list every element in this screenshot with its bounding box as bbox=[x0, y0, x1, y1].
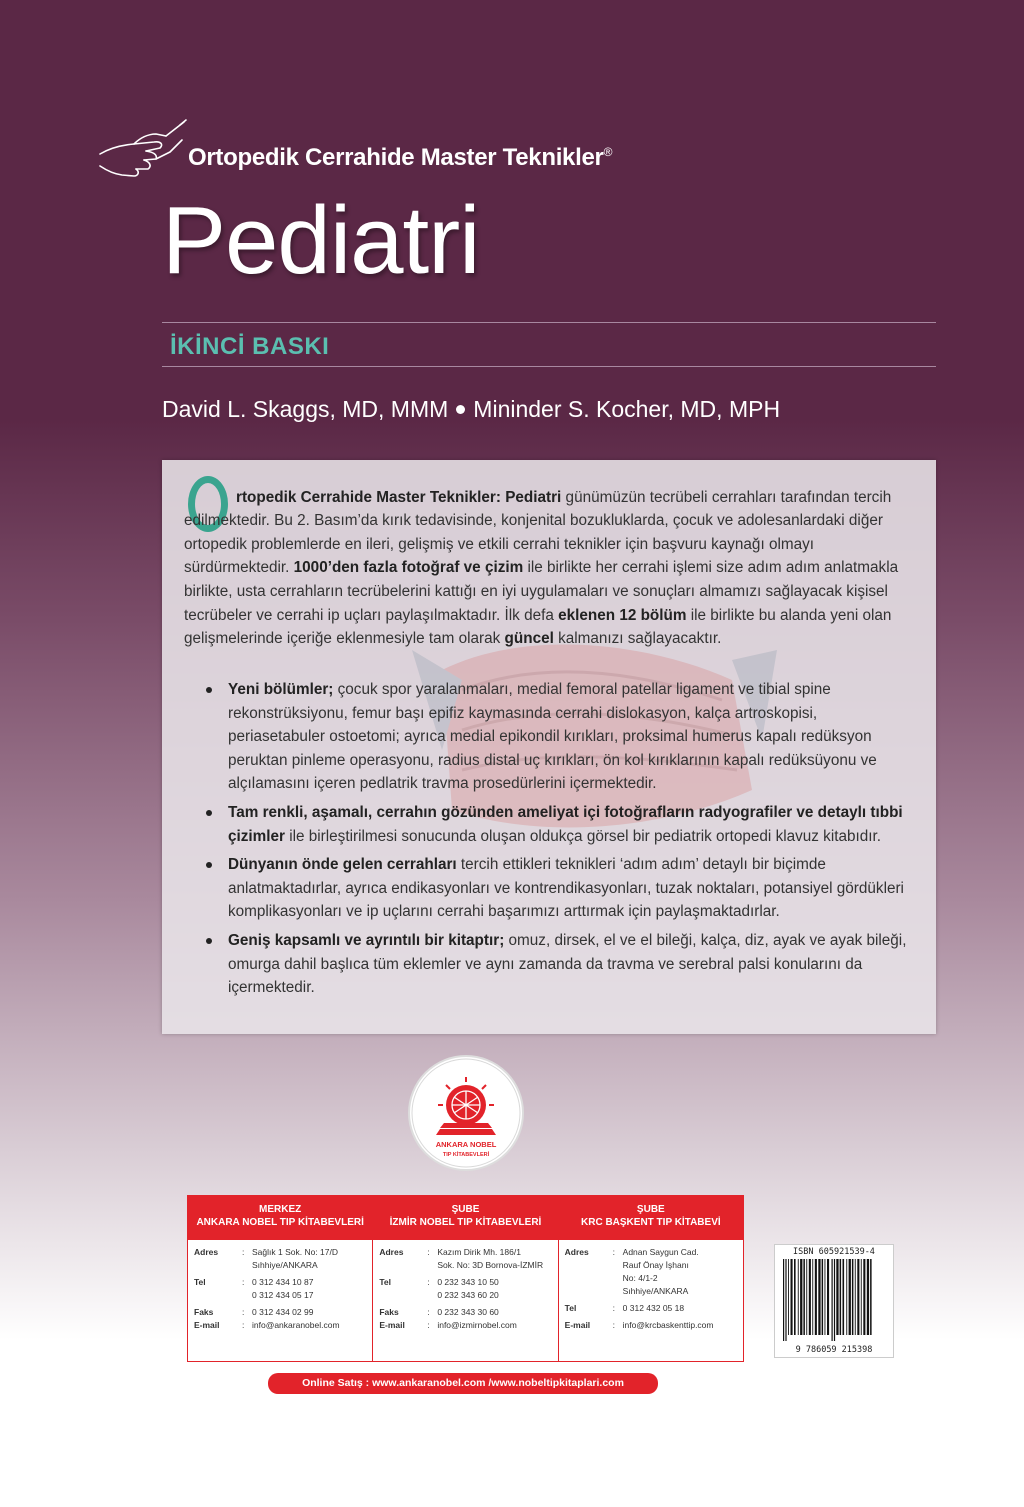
barcode-bar bbox=[846, 1259, 847, 1335]
barcode-bar bbox=[783, 1259, 784, 1341]
barcode-bar bbox=[798, 1259, 799, 1335]
contact-label: Faks bbox=[379, 1307, 399, 1317]
branch-type: ŞUBE bbox=[451, 1204, 480, 1215]
contact-label: Adres bbox=[379, 1247, 404, 1257]
contact-line: Kazım Dirik Mh. 186/1 bbox=[437, 1247, 521, 1257]
list-item-run: ile birleştirilmesi sonucunda oluşan oldukça görsel bir pediatrik ortopedi klavuz kitabıdır. bbox=[284, 827, 882, 845]
barcode-bar bbox=[857, 1259, 859, 1335]
contact-value[interactable] bbox=[623, 1319, 737, 1332]
list-item bbox=[206, 929, 916, 1000]
list-item-run: Dünyanın önde gelen cerrahları bbox=[228, 856, 457, 874]
barcode-bar bbox=[855, 1259, 856, 1335]
contact-value[interactable] bbox=[437, 1319, 551, 1332]
contact-line: 0 312 434 10 87 bbox=[252, 1277, 314, 1287]
list-item-run: omuz, dirsek, el ve el bileği, kalça, diz, ayak ve ayak bileği, omurga dahil başlıca tüm eklemler ve aynı zamanda da travma ve serebral palsi konularını da içermektedir. bbox=[228, 931, 907, 997]
branch-type: ŞUBE bbox=[636, 1204, 665, 1215]
intro-run: güncel bbox=[504, 630, 554, 648]
contact-line: info@krcbaskenttip.com bbox=[622, 1320, 714, 1330]
intro-run: rtopedik Cerrahide Master Teknikler: Pediatri bbox=[236, 488, 562, 506]
book-title: Pediatri bbox=[162, 187, 480, 294]
contact-value bbox=[623, 1246, 737, 1298]
contact-row bbox=[194, 1306, 366, 1319]
contact-row bbox=[194, 1276, 366, 1302]
online-sales-banner[interactable]: Online Satış : www.ankaranobel.com /www.nobeltipkitaplari.com bbox=[268, 1373, 658, 1394]
branch-body bbox=[188, 1240, 372, 1338]
contact-line: 0 232 343 30 60 bbox=[437, 1307, 499, 1317]
barcode-bar bbox=[803, 1259, 805, 1335]
branch-name: KRC BAŞKENT TIP KİTABEVİ bbox=[581, 1217, 721, 1228]
branch-body bbox=[559, 1240, 743, 1338]
list-item-run: Yeni bölümler; bbox=[228, 681, 334, 698]
barcode-bar bbox=[834, 1259, 835, 1341]
feature-list bbox=[206, 678, 916, 1005]
barcode-bar bbox=[870, 1259, 872, 1335]
contact-colon: : bbox=[242, 1277, 245, 1287]
barcode-bar bbox=[788, 1259, 789, 1335]
barcode-bar bbox=[794, 1259, 796, 1335]
barcode-bar bbox=[863, 1259, 865, 1335]
contact-label: Adres bbox=[194, 1247, 219, 1257]
contact-line: Rauf Önay İşhanı bbox=[622, 1260, 689, 1270]
branch-header bbox=[188, 1196, 372, 1240]
branch-name: ANKARA NOBEL TIP KİTABEVLERİ bbox=[196, 1217, 364, 1228]
series-title: Ortopedik Cerrahide Master Teknikler® bbox=[188, 144, 613, 171]
contact-colon: : bbox=[612, 1320, 616, 1330]
barcode-bar bbox=[800, 1259, 802, 1335]
contact-colon: : bbox=[612, 1303, 616, 1313]
branch-header bbox=[559, 1196, 743, 1240]
contact-colon: : bbox=[427, 1320, 430, 1330]
list-item-run: tercih ettikleri teknikleri ‘adım adım’ detaylı bir biçimde anlatmaktadırlar, ayrıca endikasyonları ve kontrendikasyonları, tuzak noktaları, potansiyel gördükleri komplikasyonları ve ip uçlarını cerrahi başarımızı arttırmak için paylaşmaktadırlar. bbox=[228, 856, 904, 921]
barcode-bar bbox=[827, 1259, 829, 1335]
contact-value[interactable] bbox=[252, 1319, 366, 1332]
contact-value bbox=[623, 1302, 737, 1315]
contact-row bbox=[194, 1246, 366, 1272]
registered-mark: ® bbox=[603, 145, 613, 159]
contact-colon: : bbox=[242, 1307, 245, 1317]
contact-value bbox=[252, 1276, 366, 1302]
contact-line: 0 312 434 05 17 bbox=[252, 1290, 314, 1300]
intro-run: ile birlikte her cerrahi işlemi size adım adım anlatmakla birlikte, usta cerrahların tecrübelerini kattığı en iyi uygulamaları ve sonuçları almamızı sağlayacak kişisel tecrübeler ve cerrahi ip uçları paylaşılmaktadır. İlk defa bbox=[184, 559, 899, 624]
contact-line: Sıhhiye/ANKARA bbox=[252, 1260, 318, 1270]
contact-label: Tel bbox=[194, 1277, 206, 1287]
top-rule bbox=[162, 322, 936, 323]
barcode-bars-icon bbox=[783, 1259, 887, 1341]
contact-row bbox=[379, 1319, 551, 1332]
intro-run: 1000’den fazla fotoğraf ve çizim bbox=[293, 559, 524, 577]
contact-value bbox=[252, 1246, 366, 1272]
contact-row bbox=[379, 1246, 551, 1272]
contact-row bbox=[565, 1319, 737, 1332]
barcode-bar bbox=[812, 1259, 813, 1335]
contact-label: Tel bbox=[564, 1303, 577, 1313]
contact-line: Adnan Saygun Cad. bbox=[622, 1247, 699, 1257]
barcode-bar bbox=[809, 1259, 811, 1335]
branch-name: İZMİR NOBEL TIP KİTABEVLERİ bbox=[389, 1217, 542, 1228]
branch-body bbox=[373, 1240, 557, 1338]
contact-colon: : bbox=[612, 1247, 616, 1257]
list-item bbox=[206, 678, 916, 796]
barcode-bar bbox=[832, 1259, 833, 1341]
branch-header bbox=[373, 1196, 557, 1240]
list-item-run: çocuk spor yaralanmaları, medial femoral patellar ligament ve tibial spine rekonstrüksiyonu, femur başı epifiz kaymasında cerrahi dislokasyon, kalça artroskopisi, periasetabuler ostoetomi; ayrıca medial epikondil kırıkları, proksimal humerus kapalı redüksyon peruktan pinleme operasyonu, radius distal uç kırıkları, ön kol kırıklarının kapalı redüksüyonu ve alçılamasını içeren pedlatrik travma prosedürlerini içermektedir. bbox=[228, 681, 877, 793]
bullet-separator bbox=[456, 405, 465, 414]
contact-value bbox=[437, 1276, 551, 1302]
book-sun-logo-icon bbox=[410, 1057, 522, 1169]
barcode-bar bbox=[861, 1259, 862, 1335]
barcode-bar bbox=[836, 1259, 838, 1335]
barcode-bar bbox=[840, 1259, 842, 1335]
contact-colon: : bbox=[427, 1247, 430, 1257]
barcode-bar bbox=[791, 1259, 793, 1335]
bottom-rule bbox=[162, 366, 936, 367]
contact-value bbox=[437, 1246, 551, 1272]
intro-run: eklenen 12 bölüm bbox=[558, 606, 687, 624]
barcode-bar bbox=[843, 1259, 845, 1335]
intro-paragraph bbox=[184, 478, 914, 651]
seal-line1: ANKARA NOBEL bbox=[435, 1140, 497, 1149]
contact-label: E-mail bbox=[379, 1320, 405, 1330]
barcode-bar bbox=[825, 1259, 826, 1335]
list-item bbox=[206, 853, 916, 924]
contact-line: info@izmirnobel.com bbox=[437, 1320, 517, 1330]
barcode-bar bbox=[815, 1259, 817, 1335]
hand-with-scalpel-icon bbox=[96, 118, 188, 190]
contact-value bbox=[437, 1306, 551, 1319]
contact-row bbox=[379, 1276, 551, 1302]
contact-value bbox=[252, 1306, 366, 1319]
branch-type: MERKEZ bbox=[259, 1204, 302, 1215]
contact-line: No: 4/1-2 bbox=[622, 1273, 658, 1283]
barcode-bar bbox=[818, 1259, 820, 1335]
contact-line: 0 232 343 10 50 bbox=[437, 1277, 499, 1287]
contact-row bbox=[379, 1306, 551, 1319]
intro-run: kalmanızı sağlayacaktır. bbox=[553, 630, 722, 648]
contact-row bbox=[565, 1246, 737, 1298]
list-item bbox=[206, 801, 916, 848]
branch-column bbox=[188, 1196, 373, 1361]
list-item-run: Geniş kapsamlı ve ayrıntılı bir kitaptır; bbox=[228, 931, 505, 949]
contact-line: 0 312 432 05 18 bbox=[622, 1303, 685, 1313]
contact-line: 0 232 343 60 20 bbox=[437, 1290, 499, 1300]
contact-label: Faks bbox=[194, 1307, 214, 1317]
contact-colon: : bbox=[242, 1247, 245, 1257]
contact-colon: : bbox=[427, 1277, 430, 1287]
contact-row bbox=[565, 1302, 737, 1315]
barcode bbox=[774, 1244, 894, 1358]
barcode-bar bbox=[806, 1259, 807, 1335]
barcode-number: 9 786059 215398 bbox=[795, 1345, 873, 1355]
contact-label: Adres bbox=[564, 1247, 589, 1257]
edition-label: İKİNCİ BASKI bbox=[170, 333, 330, 360]
isbn-text: ISBN 605921539-4 bbox=[793, 1247, 875, 1257]
description-panel bbox=[162, 460, 936, 1034]
author-skaggs: David L. Skaggs, MD, MMM bbox=[162, 396, 449, 422]
barcode-bar bbox=[785, 1259, 786, 1341]
contact-colon: : bbox=[242, 1320, 245, 1330]
contact-label: E-mail bbox=[564, 1320, 591, 1330]
branch-column bbox=[373, 1196, 558, 1361]
contact-line: Sıhhiye/ANKARA bbox=[622, 1286, 689, 1296]
seal-line2: TIP KİTABEVLERİ bbox=[442, 1152, 490, 1158]
contact-line: Sağlık 1 Sok. No: 17/D bbox=[252, 1247, 338, 1257]
barcode-bar bbox=[852, 1259, 854, 1335]
drop-cap-letter bbox=[184, 478, 236, 502]
barcode-bar bbox=[867, 1259, 869, 1335]
list-item-run: Tam renkli, aşamalı, cerrahın gözünden ameliyat içi fotoğrafların radyografiler ve detaylı tıbbi çizimler bbox=[228, 803, 903, 845]
contact-line: Sok. No: 3D Bornova-İZMİR bbox=[437, 1260, 544, 1270]
contact-line: info@ankaranobel.com bbox=[252, 1320, 340, 1330]
contact-label: Tel bbox=[379, 1277, 391, 1287]
contact-label: E-mail bbox=[194, 1320, 220, 1330]
barcode-bar bbox=[849, 1259, 851, 1335]
branch-table bbox=[187, 1195, 744, 1362]
authors bbox=[162, 396, 780, 423]
intro-run: günümüzün tecrübeli cerrahları tarafından tercih edilmektedir. Bu 2. Basım’da kırık tedavisinde, konjenital bozukluklarda, çocuk ve adolesanlardaki diğer ortopedik problemlerde en ileri, gelişmiş ve etkili cerrahi teknikler için başvuru kaynağı olmayı sürdürmektedir. bbox=[184, 488, 892, 577]
contact-row bbox=[194, 1319, 366, 1332]
barcode-bar bbox=[822, 1259, 824, 1335]
branch-column bbox=[559, 1196, 743, 1361]
publisher-seal bbox=[408, 1055, 524, 1171]
contact-colon: : bbox=[427, 1307, 430, 1317]
author-kocher: Mininder S. Kocher, MD, MPH bbox=[473, 396, 781, 422]
intro-run: ile birlikte bu alanda yeni olan gelişmelerinde içeriğe eklenmesiyle tam olarak bbox=[184, 606, 892, 648]
contact-line: 0 312 434 02 99 bbox=[252, 1307, 314, 1317]
